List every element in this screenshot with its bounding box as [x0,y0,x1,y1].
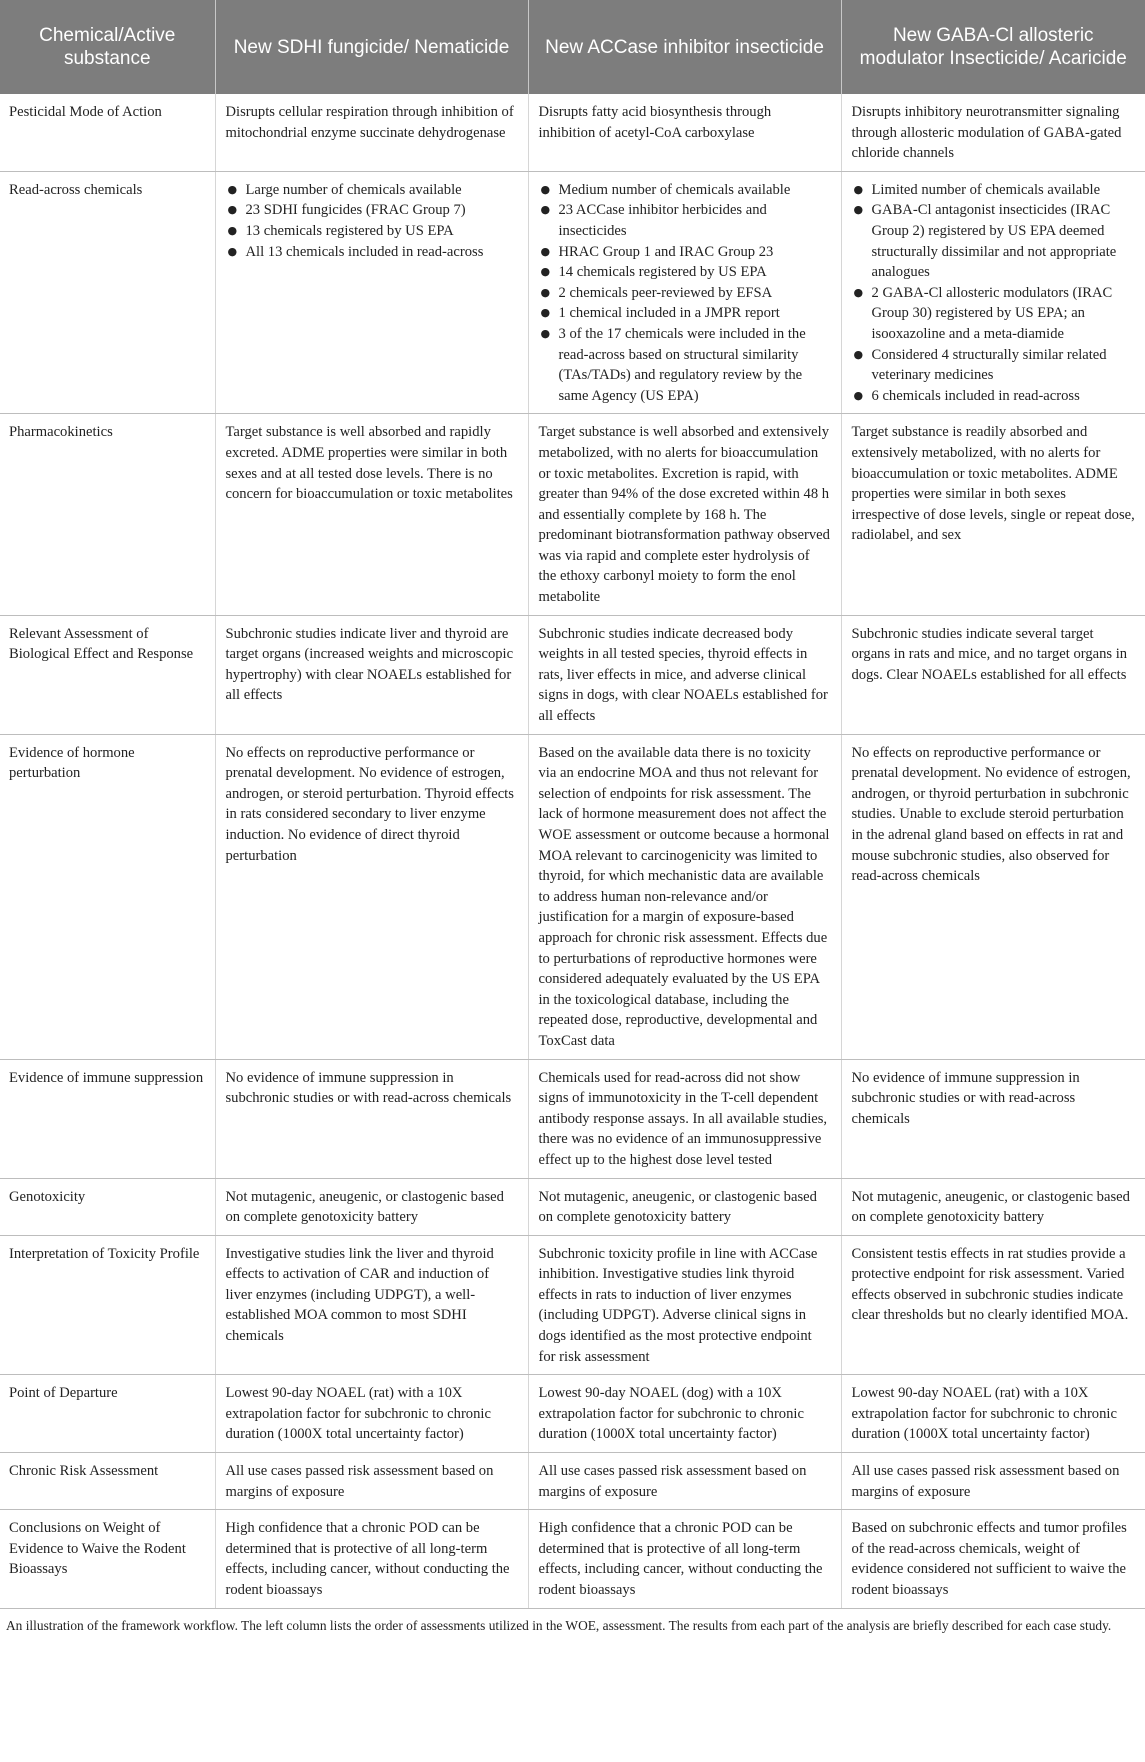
bullet-icon: ● [853,388,864,402]
cell-sdhi: No effects on reproductive performance or prenatal development. No evidence of estrogen, androgen, or steroid perturbation. Thyroid effects in rats considered secondary to liver enzyme induction. No evidence of direct thyroid perturbation [215,734,528,1059]
bullet-item [539,324,831,406]
bullet-icon: ● [853,347,864,361]
bullet-text: 23 ACCase inhibitor herbicides and insecticides [558,202,767,239]
bullet-item [539,180,831,201]
row-label: Point of Departure [0,1375,215,1453]
cell-sdhi: Investigative studies link the liver and thyroid effects to activation of CAR and induction of liver enzymes (including UDPGT), a well-established MOA common to most SDHI chemicals [215,1235,528,1375]
bullet-list [852,180,1136,407]
bullet-text: Medium number of chemicals available [558,181,791,198]
header-row [0,0,1145,94]
row-hormone-perturbation [0,734,1145,1059]
row-label: Read-across chemicals [0,171,215,414]
row-label: Pharmacokinetics [0,414,215,615]
cell-accase: Subchronic studies indicate decreased body weights in all tested species, thyroid effects in rats, liver effects in mice, and adverse clinical signs in dogs, with clear NOAELs established for all effects [528,615,841,734]
row-label: Conclusions on Weight of Evidence to Waive the Rodent Bioassays [0,1510,215,1608]
row-toxicity-profile [0,1235,1145,1375]
row-label: Genotoxicity [0,1178,215,1235]
row-label: Relevant Assessment of Biological Effect and Response [0,615,215,734]
cell-accase: Based on the available data there is no toxicity via an endocrine MOA and thus not relevant for selection of endpoints for risk assessment. The lack of hormone measurement does not affect the WOE assessment or outcome because a hormonal MOA relevant to carcinogenicity was limited to thyroid, for which mechanistic data are available to address human non-relevance and/or justification for a margin of exposure-based approach for chronic risk assessment. Effects due to perturbations of reproductive hormones were considered adequately evaluated by the US EPA in the toxicological database, including the repeated dose, reproductive, developmental and ToxCast data [528,734,841,1059]
bullet-text: 3 of the 17 chemicals were included in the read-across based on structural similarity (TAs/TADs) and regulatory review by the same Agency (US EPA) [558,325,806,404]
bullet-item [226,180,518,201]
bullet-icon: ● [540,244,551,258]
bullet-item [852,200,1136,282]
cell-gaba: No effects on reproductive performance or prenatal development. No evidence of estrogen, androgen, or thyroid perturbation in subchronic studies. Unable to exclude steroid perturbation in the adrenal gland based on effects in rat and mouse subchronic studies, also observed for read-across chemicals [841,734,1145,1059]
bullet-item [539,283,831,304]
cell-accase: Disrupts fatty acid biosynthesis through inhibition of acetyl-CoA carboxylase [528,94,841,171]
cell-gaba: Lowest 90-day NOAEL (rat) with a 10X extrapolation factor for subchronic to chronic duration (1000X total uncertainty factor) [841,1375,1145,1453]
bullet-text: GABA-Cl antagonist insecticides (IRAC Group 2) registered by US EPA deemed structurally dissimilar and not appropriate analogues [871,202,1117,281]
bullet-item [226,200,518,221]
header-chemical-substance: Chemical/Active substance [0,0,215,94]
header-sdhi-fungicide: New SDHI fungicide/ Nematicide [215,0,528,94]
row-biological-effect [0,615,1145,734]
header-gaba-modulator: New GABA-Cl allosteric modulator Insecticide/ Acaricide [841,0,1145,94]
row-label: Chronic Risk Assessment [0,1453,215,1510]
bullet-icon: ● [227,223,238,237]
bullet-item [852,283,1136,345]
cell-gaba: Not mutagenic, aneugenic, or clastogenic based on complete genotoxicity battery [841,1178,1145,1235]
cell-accase: Target substance is well absorbed and extensively metabolized, with no alerts for bioaccumulation or toxic metabolites. Excretion is rapid, with greater than 94% of the dose excreted within 48 h and essentially complete by 168 h. The predominant biotransformation pathway observed was via rapid and complete ester hydrolysis of the ethoxy carbonyl moiety to form the enol metabolite [528,414,841,615]
table-body [0,94,1145,1608]
cell-sdhi [215,171,528,414]
bullet-item [226,221,518,242]
cell-accase: Lowest 90-day NOAEL (dog) with a 10X extrapolation factor for subchronic to chronic duration (1000X total uncertainty factor) [528,1375,841,1453]
bullet-icon: ● [227,182,238,196]
bullet-item [539,303,831,324]
cell-gaba [841,171,1145,414]
bullet-item [852,180,1136,201]
cell-accase [528,171,841,414]
cell-gaba: No evidence of immune suppression in subchronic studies or with read-across chemicals [841,1059,1145,1178]
header-accase-insecticide: New ACCase inhibitor insecticide [528,0,841,94]
row-immune-suppression [0,1059,1145,1178]
cell-accase: Not mutagenic, aneugenic, or clastogenic based on complete genotoxicity battery [528,1178,841,1235]
cell-sdhi: All use cases passed risk assessment based on margins of exposure [215,1453,528,1510]
bullet-item [226,242,518,263]
cell-accase: High confidence that a chronic POD can be determined that is protective of all long-term effects, including cancer, without conducting the rodent bioassays [528,1510,841,1608]
bullet-text: 2 chemicals peer-reviewed by EFSA [558,284,773,301]
row-read-across [0,171,1145,414]
row-conclusions [0,1510,1145,1608]
bullet-text: All 13 chemicals included in read-across [245,243,484,260]
row-label: Evidence of hormone perturbation [0,734,215,1059]
bullet-text: 14 chemicals registered by US EPA [558,264,767,281]
cell-accase: All use cases passed risk assessment based on margins of exposure [528,1453,841,1510]
bullet-list [539,180,831,407]
bullet-icon: ● [227,203,238,217]
bullet-item [852,386,1136,407]
bullet-icon: ● [227,244,238,258]
row-pharmacokinetics [0,414,1145,615]
bullet-list [226,180,518,262]
row-label: Interpretation of Toxicity Profile [0,1235,215,1375]
cell-sdhi: High confidence that a chronic POD can be determined that is protective of all long-term effects, including cancer, without conducting the rodent bioassays [215,1510,528,1608]
bullet-text: 23 SDHI fungicides (FRAC Group 7) [245,202,466,219]
bullet-text: HRAC Group 1 and IRAC Group 23 [558,243,774,260]
bullet-text: 13 chemicals registered by US EPA [245,222,454,239]
bullet-text: 6 chemicals included in read-across [871,387,1080,404]
cell-gaba: All use cases passed risk assessment based on margins of exposure [841,1453,1145,1510]
cell-sdhi: Lowest 90-day NOAEL (rat) with a 10X extrapolation factor for subchronic to chronic duration (1000X total uncertainty factor) [215,1375,528,1453]
cell-gaba: Subchronic studies indicate several target organs in rats and mice, and no target organs in dogs. Clear NOAELs established for all effects [841,615,1145,734]
cell-sdhi: Not mutagenic, aneugenic, or clastogenic based on complete genotoxicity battery [215,1178,528,1235]
bullet-icon: ● [540,326,551,340]
bullet-text: 1 chemical included in a JMPR report [558,305,780,322]
cell-gaba: Disrupts inhibitory neurotransmitter signaling through allosteric modulation of GABA-gated chloride channels [841,94,1145,171]
row-genotoxicity [0,1178,1145,1235]
cell-sdhi: Subchronic studies indicate liver and thyroid are target organs (increased weights and microscopic hypertrophy) with clear NOAELs established for all effects [215,615,528,734]
row-point-of-departure [0,1375,1145,1453]
cell-sdhi: Target substance is well absorbed and rapidly excreted. ADME properties were similar in both sexes and at all tested dose levels. There is no concern for bioaccumulation or toxic metabolites [215,414,528,615]
cell-gaba: Based on subchronic effects and tumor profiles of the read-across chemicals, weight of evidence considered not sufficient to waive the rodent bioassays [841,1510,1145,1608]
cell-sdhi: No evidence of immune suppression in subchronic studies or with read-across chemicals [215,1059,528,1178]
row-chronic-risk [0,1453,1145,1510]
bullet-icon: ● [540,265,551,279]
bullet-icon: ● [853,285,864,299]
bullet-icon: ● [540,203,551,217]
cell-accase: Chemicals used for read-across did not show signs of immunotoxicity in the T-cell dependent antibody response assays. In all available studies, there was no evidence of an immunosuppressive effect up to the highest dose level tested [528,1059,841,1178]
bullet-icon: ● [853,182,864,196]
bullet-text: Large number of chemicals available [245,181,462,198]
bullet-icon: ● [853,203,864,217]
bullet-item [539,200,831,241]
bullet-icon: ● [540,182,551,196]
bullet-item [539,242,831,263]
row-mode-of-action [0,94,1145,171]
bullet-item [539,262,831,283]
table-header [0,0,1145,94]
bullet-icon: ● [540,285,551,299]
cell-sdhi: Disrupts cellular respiration through inhibition of mitochondrial enzyme succinate dehydrogenase [215,94,528,171]
bullet-icon: ● [540,306,551,320]
cell-gaba: Target substance is readily absorbed and extensively metabolized, with no alerts for bioaccumulation or toxic metabolites. ADME properties were similar in both sexes irrespective of dose levels, single or repeat dose, radiolabel, and sex [841,414,1145,615]
row-label: Pesticidal Mode of Action [0,94,215,171]
row-label: Evidence of immune suppression [0,1059,215,1178]
bullet-text: 2 GABA-Cl allosteric modulators (IRAC Group 30) registered by US EPA; an isooxazoline and a meta-diamide [871,284,1113,342]
cell-accase: Subchronic toxicity profile in line with ACCase inhibition. Investigative studies link thyroid effects in rats to induction of liver enzymes (including UDPGT). Adverse clinical signs in dogs identified as the most protective endpoint for risk assessment [528,1235,841,1375]
bullet-item [852,345,1136,386]
bullet-text: Limited number of chemicals available [871,181,1101,198]
cell-gaba: Consistent testis effects in rat studies provide a protective endpoint for risk assessment. Varied effects observed in subchronic studies indicate clear thresholds but no clearly identified MOA. [841,1235,1145,1375]
table-caption: An illustration of the framework workflow. The left column lists the order of assessments utilized in the WOE, assessment. The results from each part of the analysis are briefly described for each case study. [6,1617,1112,1633]
bullet-text: Considered 4 structurally similar related veterinary medicines [871,346,1107,384]
